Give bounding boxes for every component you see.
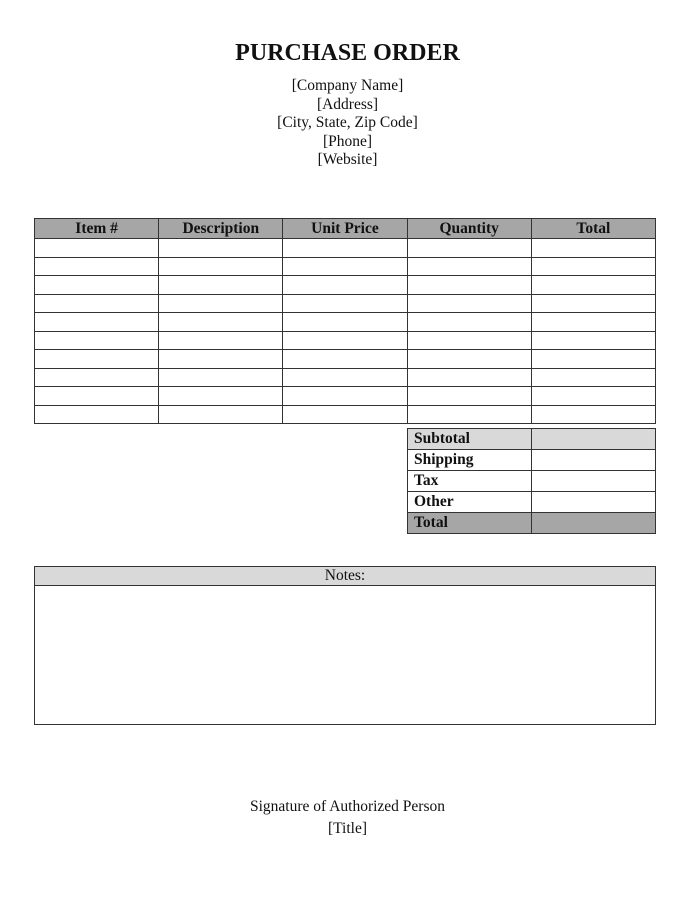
summary-table (407, 428, 656, 534)
unit-price-cell[interactable] (283, 368, 407, 387)
signature-label: Signature of Authorized Person (249, 798, 445, 815)
column-header-total: Total (531, 219, 655, 239)
item-number-cell[interactable] (35, 331, 159, 350)
description-cell[interactable] (159, 405, 283, 424)
signature-block (0, 796, 695, 840)
description-cell[interactable] (159, 387, 283, 406)
description-cell[interactable] (159, 257, 283, 276)
total-cell[interactable] (531, 331, 655, 350)
total-cell[interactable] (531, 276, 655, 295)
signature-title: [Title] (327, 820, 368, 837)
unit-price-cell[interactable] (283, 294, 407, 313)
unit-price-cell[interactable] (283, 239, 407, 258)
table-row (35, 368, 656, 387)
unit-price-cell[interactable] (283, 331, 407, 350)
table-row (35, 405, 656, 424)
quantity-cell[interactable] (407, 313, 531, 332)
column-header-quantity: Quantity (407, 219, 531, 239)
total-cell[interactable] (531, 368, 655, 387)
total-cell[interactable] (531, 313, 655, 332)
company-name: [Company Name] (291, 77, 404, 94)
column-header-description: Description (159, 219, 283, 239)
table-row (35, 276, 656, 295)
unit-price-cell[interactable] (283, 257, 407, 276)
item-number-cell[interactable] (35, 257, 159, 276)
item-number-cell[interactable] (35, 294, 159, 313)
description-cell[interactable] (159, 294, 283, 313)
summary-label: Subtotal (408, 429, 532, 450)
quantity-cell[interactable] (407, 239, 531, 258)
notes-label: Notes: (35, 567, 655, 586)
total-cell[interactable] (531, 387, 655, 406)
summary-row-tax (408, 471, 656, 492)
other-value[interactable] (532, 492, 656, 513)
items-header-row (35, 219, 656, 239)
item-number-cell[interactable] (35, 405, 159, 424)
table-row (35, 331, 656, 350)
company-city-state-zip: [City, State, Zip Code] (277, 114, 418, 131)
shipping-value[interactable] (532, 450, 656, 471)
unit-price-cell[interactable] (283, 405, 407, 424)
company-info (0, 77, 695, 170)
item-number-cell[interactable] (35, 239, 159, 258)
page-title: PURCHASE ORDER (235, 40, 460, 66)
quantity-cell[interactable] (407, 331, 531, 350)
total-cell[interactable] (531, 350, 655, 369)
total-cell[interactable] (531, 405, 655, 424)
unit-price-cell[interactable] (283, 313, 407, 332)
company-website: [Website] (317, 151, 378, 168)
item-number-cell[interactable] (35, 313, 159, 332)
quantity-cell[interactable] (407, 405, 531, 424)
notes-box (34, 566, 656, 725)
description-cell[interactable] (159, 350, 283, 369)
table-row (35, 257, 656, 276)
item-number-cell[interactable] (35, 387, 159, 406)
description-cell[interactable] (159, 239, 283, 258)
table-row (35, 294, 656, 313)
quantity-cell[interactable] (407, 294, 531, 313)
item-number-cell[interactable] (35, 276, 159, 295)
table-row (35, 239, 656, 258)
column-header-item-number: Item # (35, 219, 159, 239)
description-cell[interactable] (159, 368, 283, 387)
subtotal-value[interactable] (532, 429, 656, 450)
quantity-cell[interactable] (407, 276, 531, 295)
summary-label: Other (408, 492, 532, 513)
description-cell[interactable] (159, 331, 283, 350)
notes-field[interactable] (35, 586, 655, 722)
total-cell[interactable] (531, 257, 655, 276)
summary-row-other (408, 492, 656, 513)
total-cell[interactable] (531, 294, 655, 313)
unit-price-cell[interactable] (283, 387, 407, 406)
tax-value[interactable] (532, 471, 656, 492)
summary-label: Shipping (408, 450, 532, 471)
total-value[interactable] (532, 513, 656, 534)
total-cell[interactable] (531, 239, 655, 258)
description-cell[interactable] (159, 313, 283, 332)
table-row (35, 387, 656, 406)
table-row (35, 313, 656, 332)
description-cell[interactable] (159, 276, 283, 295)
summary-row-shipping (408, 450, 656, 471)
quantity-cell[interactable] (407, 387, 531, 406)
items-table (34, 218, 656, 424)
item-number-cell[interactable] (35, 368, 159, 387)
table-row (35, 350, 656, 369)
quantity-cell[interactable] (407, 350, 531, 369)
quantity-cell[interactable] (407, 368, 531, 387)
column-header-unit-price: Unit Price (283, 219, 407, 239)
item-number-cell[interactable] (35, 350, 159, 369)
company-phone: [Phone] (322, 132, 373, 150)
unit-price-cell[interactable] (283, 350, 407, 369)
summary-row-total (408, 513, 656, 534)
company-address: [Address] (316, 95, 379, 113)
summary-row-subtotal (408, 429, 656, 450)
summary-label: Total (408, 513, 532, 534)
unit-price-cell[interactable] (283, 276, 407, 295)
summary-label: Tax (408, 471, 532, 492)
quantity-cell[interactable] (407, 257, 531, 276)
